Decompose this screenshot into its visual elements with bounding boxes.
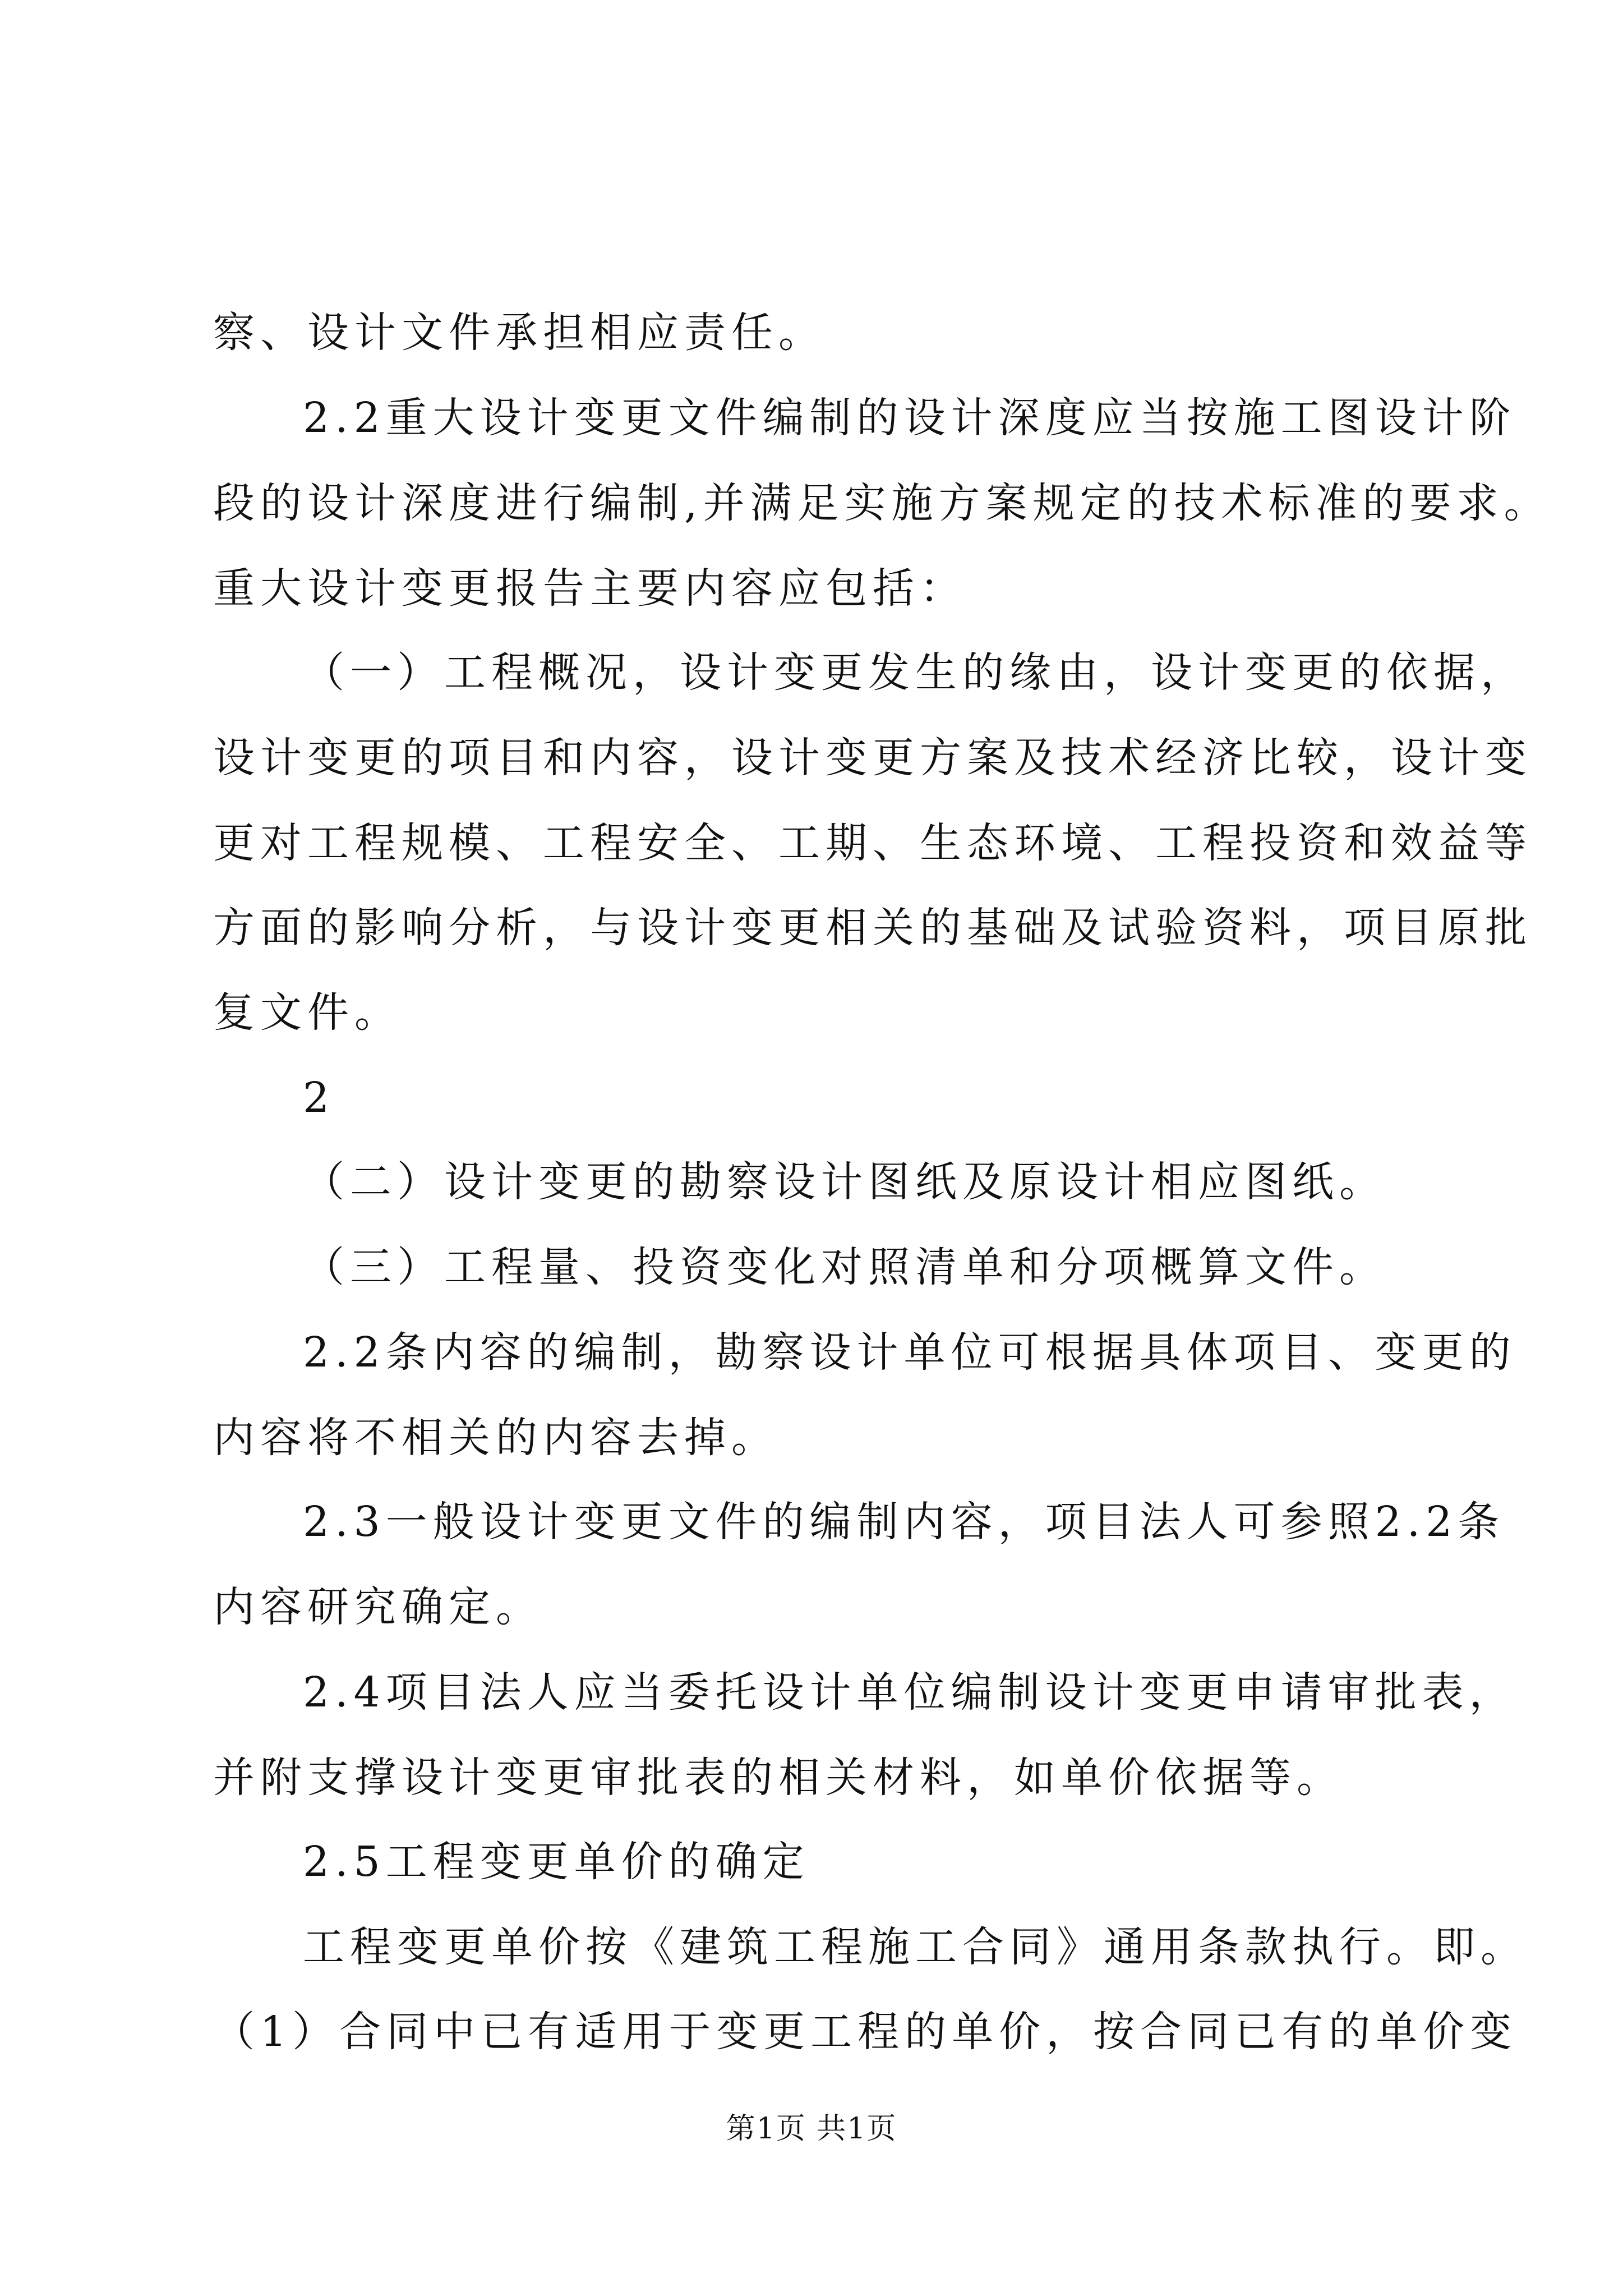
text-line: 方面的影响分析，与设计变更相关的基础及试验资料，项目原批 [213,904,1532,952]
text-line: 重大设计变更报告主要内容应包括： [213,564,967,613]
text-line: 段的设计深度进行编制,并满足实施方案规定的技术标准的要求。 [213,479,1551,527]
text-line: 工程变更单价按《建筑工程施工合同》通用条款执行。即。 [303,1923,1528,1971]
text-line: （一）工程概况，设计变更发生的缘由，设计变更的依据， [303,648,1528,697]
text-line: 更对工程规模、工程安全、工期、生态环境、工程投资和效益等 [213,819,1532,867]
text-line: 内容研究确定。 [213,1583,543,1631]
text-line: 2.2条内容的编制，勘察设计单位可根据具体项目、变更的 [303,1328,1516,1377]
text-line: 设计变更的项目和内容，设计变更方案及技术经济比较，设计变 [213,734,1532,782]
text-line: 2.4项目法人应当委托设计单位编制设计变更申请审批表， [303,1668,1516,1717]
text-line: 察、设计文件承担相应责任。 [213,309,826,357]
text-line: 内容将不相关的内容去掉。 [213,1414,778,1462]
text-line: （二）设计变更的勘察设计图纸及原设计相应图纸。 [303,1158,1386,1206]
text-line: 并附支撑设计变更审批表的相关材料，如单价依据等。 [213,1754,1344,1802]
text-line: 2.3一般设计变更文件的编制内容，项目法人可参照2.2条 [303,1498,1505,1546]
text-line: 2.5工程变更单价的确定 [303,1838,810,1886]
page-number-footer: 第1页 共1页 [726,2112,897,2146]
text-line: （1）合同中已有适用于变更工程的单价，按合同已有的单价变 [213,2008,1518,2056]
text-line: 2 [303,1074,335,1122]
text-line: （三）工程量、投资变化对照清单和分项概算文件。 [303,1243,1386,1291]
text-line: 2.2重大设计变更文件编制的设计深度应当按施工图设计阶 [303,394,1516,442]
text-line: 复文件。 [213,988,402,1037]
